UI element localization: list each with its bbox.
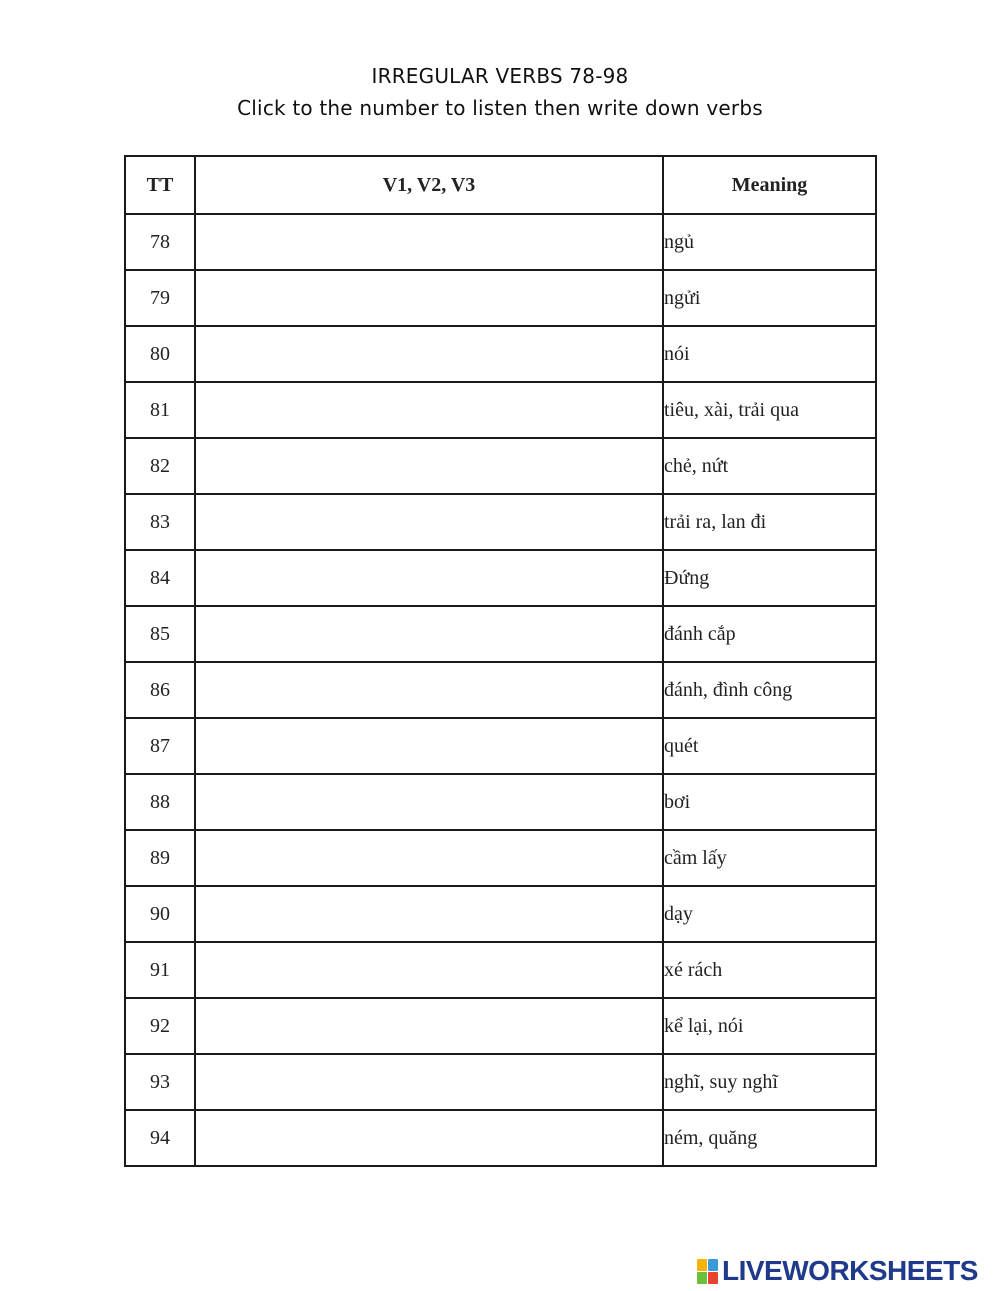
table-row: [125, 662, 876, 718]
verb-number-audio-button[interactable]: 81: [125, 382, 195, 438]
table-row: [125, 550, 876, 606]
verb-number-audio-button[interactable]: 93: [125, 1054, 195, 1110]
verb-answer-field[interactable]: [195, 998, 663, 1054]
verb-number-audio-button[interactable]: 85: [125, 606, 195, 662]
table-row: [125, 606, 876, 662]
verb-meaning: cầm lấy: [663, 830, 876, 886]
table-row: [125, 494, 876, 550]
verb-answer-field[interactable]: [195, 830, 663, 886]
verb-number-audio-button[interactable]: 86: [125, 662, 195, 718]
table-row: [125, 774, 876, 830]
verb-answer-field[interactable]: [195, 942, 663, 998]
verb-answer-field[interactable]: [195, 662, 663, 718]
column-header-meaning: Meaning: [663, 156, 876, 214]
verb-number-audio-button[interactable]: 88: [125, 774, 195, 830]
verb-meaning: đánh cắp: [663, 606, 876, 662]
logo-text: LIVEWORKSHEETS: [722, 1255, 978, 1286]
table-row: [125, 326, 876, 382]
verb-number-audio-button[interactable]: 94: [125, 1110, 195, 1166]
verb-meaning: nói: [663, 326, 876, 382]
column-header-tt: TT: [125, 156, 195, 214]
verb-meaning: xé rách: [663, 942, 876, 998]
table-row: [125, 886, 876, 942]
verb-answer-field[interactable]: [195, 606, 663, 662]
verb-meaning: trải ra, lan đi: [663, 494, 876, 550]
table-row: [125, 1054, 876, 1110]
verb-answer-field[interactable]: [195, 494, 663, 550]
verb-number-audio-button[interactable]: 90: [125, 886, 195, 942]
verb-meaning: đánh, đình công: [663, 662, 876, 718]
verbs-table: [124, 155, 877, 1167]
verb-meaning: nghĩ, suy nghĩ: [663, 1054, 876, 1110]
verb-answer-field[interactable]: [195, 550, 663, 606]
verb-answer-field[interactable]: [195, 326, 663, 382]
worksheet-title: IRREGULAR VERBS 78-98: [371, 64, 629, 88]
verb-answer-field[interactable]: [195, 774, 663, 830]
table-row: [125, 1110, 876, 1166]
table-row: [125, 270, 876, 326]
verb-number-audio-button[interactable]: 82: [125, 438, 195, 494]
verb-number-audio-button[interactable]: 91: [125, 942, 195, 998]
verb-answer-field[interactable]: [195, 886, 663, 942]
verb-answer-field[interactable]: [195, 438, 663, 494]
table-row: [125, 382, 876, 438]
verb-answer-field[interactable]: [195, 214, 663, 270]
table-row: [125, 718, 876, 774]
table-row: [125, 438, 876, 494]
verb-answer-field[interactable]: [195, 382, 663, 438]
verb-meaning: tiêu, xài, trải qua: [663, 382, 876, 438]
table-header-row: [125, 156, 876, 214]
verb-answer-field[interactable]: [195, 718, 663, 774]
table-row: [125, 942, 876, 998]
worksheet-header: [0, 60, 1000, 124]
verb-number-audio-button[interactable]: 80: [125, 326, 195, 382]
verb-number-audio-button[interactable]: 79: [125, 270, 195, 326]
verb-meaning: ném, quăng: [663, 1110, 876, 1166]
table-row: [125, 214, 876, 270]
verb-number-audio-button[interactable]: 92: [125, 998, 195, 1054]
verb-meaning: ngủ: [663, 214, 876, 270]
verb-meaning: chẻ, nứt: [663, 438, 876, 494]
verb-number-audio-button[interactable]: 78: [125, 214, 195, 270]
verb-meaning: Đứng: [663, 550, 876, 606]
liveworksheets-logo[interactable]: [697, 1256, 978, 1286]
worksheet-instructions: Click to the number to listen then write down verbs: [237, 96, 763, 120]
verb-number-audio-button[interactable]: 84: [125, 550, 195, 606]
verb-meaning: ngửi: [663, 270, 876, 326]
column-header-verbs: V1, V2, V3: [195, 156, 663, 214]
verb-number-audio-button[interactable]: 83: [125, 494, 195, 550]
verb-meaning: bơi: [663, 774, 876, 830]
verb-meaning: quét: [663, 718, 876, 774]
verb-answer-field[interactable]: [195, 1110, 663, 1166]
table-row: [125, 830, 876, 886]
verb-number-audio-button[interactable]: 87: [125, 718, 195, 774]
verb-answer-field[interactable]: [195, 1054, 663, 1110]
verb-meaning: kể lại, nói: [663, 998, 876, 1054]
table-row: [125, 998, 876, 1054]
verb-number-audio-button[interactable]: 89: [125, 830, 195, 886]
verb-meaning: dạy: [663, 886, 876, 942]
liveworksheets-logo-icon: [697, 1259, 718, 1284]
verb-answer-field[interactable]: [195, 270, 663, 326]
